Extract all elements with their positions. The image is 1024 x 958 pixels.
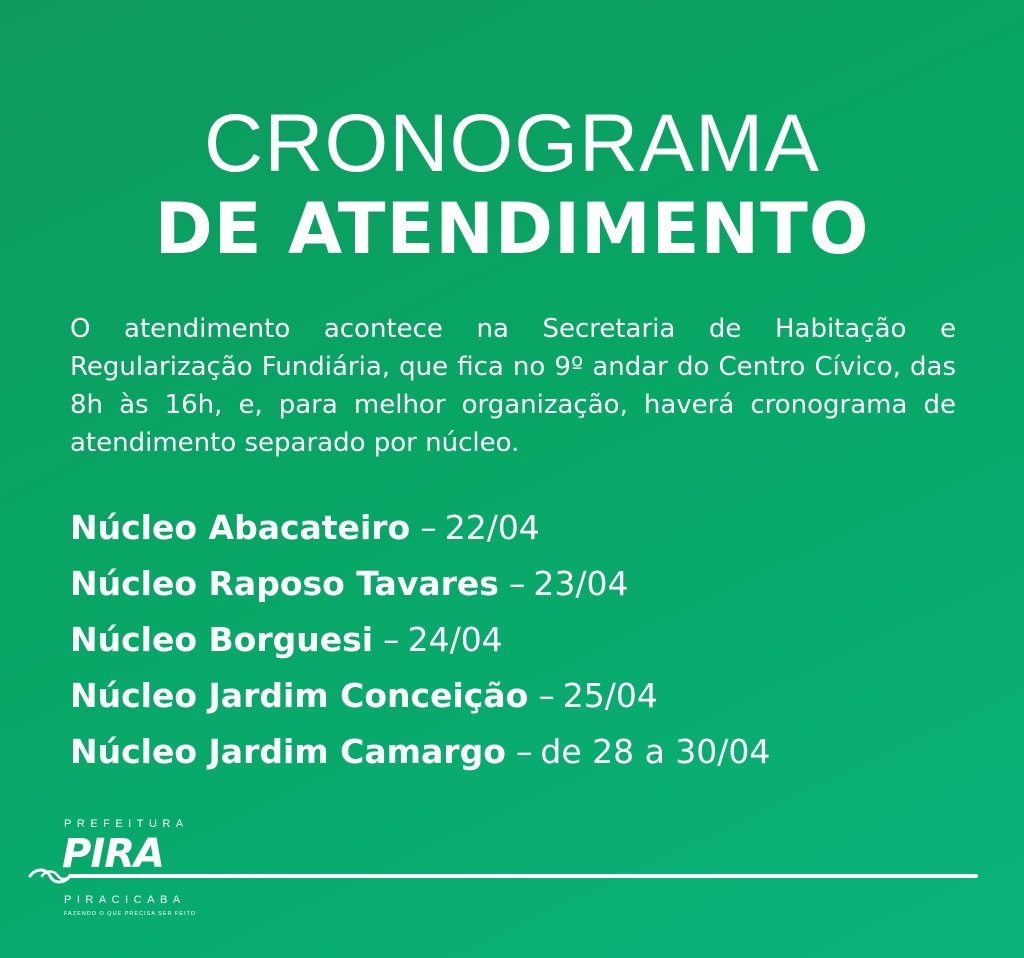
schedule-nucleo: Núcleo Borguesi (70, 620, 374, 659)
schedule-item (70, 724, 990, 780)
schedule-date: de 28 a 30/04 (540, 732, 771, 771)
schedule-separator: – (508, 564, 526, 603)
title-block (0, 100, 1024, 270)
schedule-date: 22/04 (444, 508, 540, 547)
schedule-separator: – (515, 732, 533, 771)
schedule-nucleo: Núcleo Raposo Tavares (70, 564, 499, 603)
logo-prefeitura-text: PREFEITURA (64, 818, 189, 830)
schedule-nucleo: Núcleo Abacateiro (70, 508, 411, 547)
schedule-item (70, 556, 990, 612)
schedule-date: 23/04 (533, 564, 629, 603)
schedule-item (70, 668, 990, 724)
logo-pira-wordmark: PIRA (62, 831, 164, 877)
schedule-item (70, 500, 990, 556)
schedule-date: 25/04 (562, 676, 658, 715)
schedule-separator: – (538, 676, 555, 715)
page-title-line2: DE ATENDIMENTO (154, 188, 870, 270)
prefeitura-logo (28, 818, 978, 938)
page-title-line1: CRONOGRAMA (204, 98, 820, 189)
logo-slogan: FAZENDO O QUE PRECISA SER FEITO (64, 911, 197, 917)
logo-piracicaba-text: PIRACICABA (64, 894, 186, 906)
schedule-separator: – (383, 620, 400, 659)
intro-paragraph: O atendimento acontece na Secretaria de Habitação e Regularização Fundiária, que fica no 9º andar do Centro Cívico, das 8h às 16h, e, para melhor organização, haverá cronograma de atendimento separado por núcleo. (70, 314, 956, 458)
logo-river-line-icon (28, 866, 978, 886)
schedule-nucleo: Núcleo Jardim Camargo (70, 732, 506, 771)
schedule-separator: – (420, 508, 437, 547)
schedule-date: 24/04 (407, 620, 503, 659)
schedule-item (70, 612, 990, 668)
schedule-list (70, 500, 990, 780)
schedule-nucleo: Núcleo Jardim Conceição (70, 676, 529, 715)
